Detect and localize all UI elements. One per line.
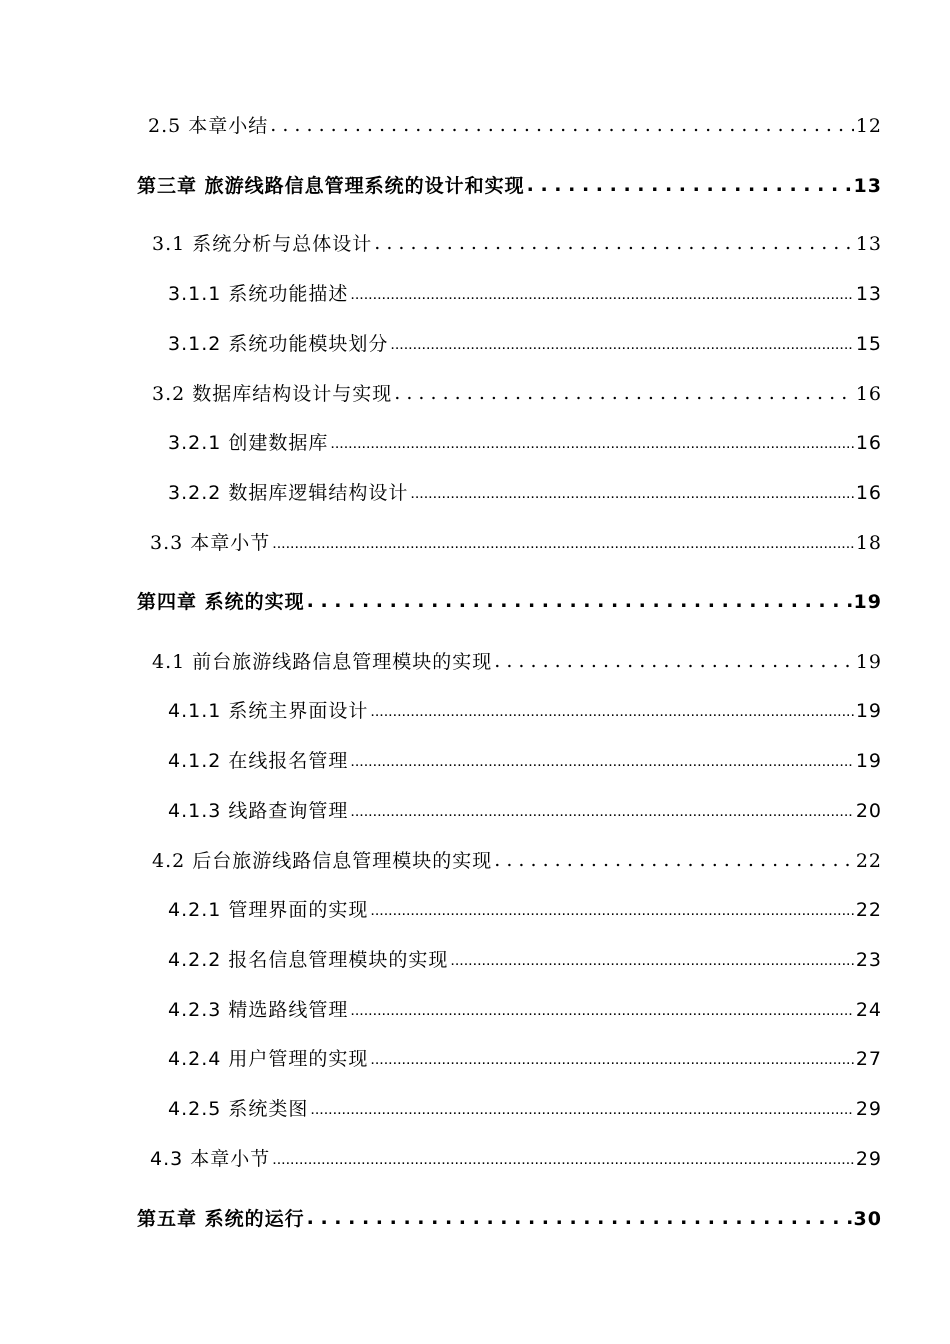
toc-entry-page: 16	[855, 432, 882, 454]
toc-entry	[168, 1044, 882, 1074]
toc-leader-dots	[350, 795, 853, 827]
toc-entry-label: 4.1 前台旅游线路信息管理模块的实现	[152, 651, 493, 673]
toc-entry-page: 22	[855, 850, 882, 872]
toc-entry	[168, 478, 882, 508]
toc-entry	[152, 846, 882, 876]
toc-leader-dots	[374, 228, 854, 258]
toc-leader-dots	[307, 1203, 852, 1233]
toc-chapter-entry	[137, 1204, 882, 1234]
toc-entry-label: 4.3 本章小节	[150, 1148, 271, 1170]
toc-leader-dots	[310, 1093, 853, 1125]
toc-entry-label: 4.1.1 系统主界面设计	[168, 700, 369, 722]
toc-leader-dots	[450, 944, 853, 976]
toc-entry-label: 3.1 系统分析与总体设计	[152, 233, 373, 255]
toc-entry	[152, 379, 882, 409]
toc-entry-label: 4.1.2 在线报名管理	[168, 750, 349, 772]
toc-entry-page: 12	[855, 115, 882, 137]
toc-entry	[168, 279, 882, 309]
toc-leader-dots	[330, 427, 853, 459]
toc-entry	[150, 528, 882, 558]
toc-entry	[168, 945, 882, 975]
toc-leader-dots	[370, 695, 853, 727]
toc-entry	[168, 329, 882, 359]
toc-entry-label: 4.1.3 线路查询管理	[168, 800, 349, 822]
toc-entry	[168, 1094, 882, 1124]
toc-entry-label: 4.2 后台旅游线路信息管理模块的实现	[152, 850, 493, 872]
toc-chapter-entry	[137, 587, 882, 617]
toc-entry-page: 20	[855, 800, 882, 822]
toc-entry-label: 3.1.2 系统功能模块划分	[168, 333, 389, 355]
toc-entry-label: 4.2.3 精选路线管理	[168, 999, 349, 1021]
toc-entry-label: 4.2.2 报名信息管理模块的实现	[168, 949, 449, 971]
toc-entry-label: 4.2.5 系统类图	[168, 1098, 309, 1120]
toc-leader-dots	[494, 845, 854, 875]
toc-entry	[168, 746, 882, 776]
toc-entry	[168, 895, 882, 925]
toc-entry-page: 19	[855, 750, 882, 772]
toc-entry	[168, 796, 882, 826]
toc-entry-label: 第五章 系统的运行	[137, 1208, 305, 1230]
toc-entry-page: 29	[855, 1148, 882, 1170]
toc-entry-label: 第三章 旅游线路信息管理系统的设计和实现	[137, 175, 525, 197]
toc-leader-dots	[307, 586, 852, 616]
toc-entry-page: 30	[853, 1208, 882, 1230]
toc-entry	[150, 1144, 882, 1174]
toc-entry	[168, 428, 882, 458]
toc-entry	[168, 696, 882, 726]
toc-entry-label: 3.1.1 系统功能描述	[168, 283, 349, 305]
toc-leader-dots	[350, 278, 853, 310]
toc-entry-label: 3.3 本章小节	[150, 532, 271, 554]
toc-entry-label: 3.2.2 数据库逻辑结构设计	[168, 482, 409, 504]
toc-leader-dots	[494, 646, 854, 676]
toc-entry	[152, 229, 882, 259]
toc-leader-dots	[350, 994, 853, 1026]
toc-entry-page: 19	[855, 651, 882, 673]
toc-entry-label: 3.2.1 创建数据库	[168, 432, 329, 454]
toc-entry-page: 13	[855, 283, 882, 305]
toc-leader-dots	[390, 328, 853, 360]
toc-entry-page: 13	[855, 233, 882, 255]
toc-leader-dots	[272, 527, 854, 559]
toc-entry-label: 3.2 数据库结构设计与实现	[152, 383, 393, 405]
toc-entry-page: 19	[853, 591, 882, 613]
toc-entry	[148, 111, 882, 141]
toc-entry-page: 19	[855, 700, 882, 722]
toc-leader-dots	[272, 1143, 854, 1175]
toc-leader-dots	[370, 894, 853, 926]
toc-entry-page: 16	[855, 383, 882, 405]
toc-leader-dots	[370, 1043, 853, 1075]
toc-entry-page: 23	[855, 949, 882, 971]
toc-entry-label: 4.2.4 用户管理的实现	[168, 1048, 369, 1070]
toc-entry	[168, 995, 882, 1025]
toc-entry-label: 4.2.1 管理界面的实现	[168, 899, 369, 921]
toc-leader-dots	[270, 110, 854, 140]
toc-leader-dots	[350, 745, 853, 777]
toc-chapter-entry	[137, 171, 882, 201]
toc-entry-page: 24	[855, 999, 882, 1021]
toc-entry-page: 15	[855, 333, 882, 355]
toc-leader-dots	[394, 378, 854, 408]
toc-leader-dots	[410, 477, 853, 509]
toc-entry-page: 13	[853, 175, 882, 197]
toc-entry-page: 29	[855, 1098, 882, 1120]
toc-entry-page: 22	[855, 899, 882, 921]
toc-entry-label: 2.5 本章小结	[148, 115, 269, 137]
toc-entry-page: 18	[855, 532, 882, 554]
toc-leader-dots	[527, 170, 852, 200]
toc-entry	[152, 647, 882, 677]
toc-entry-label: 第四章 系统的实现	[137, 591, 305, 613]
toc-entry-page: 16	[855, 482, 882, 504]
toc-entry-page: 27	[855, 1048, 882, 1070]
